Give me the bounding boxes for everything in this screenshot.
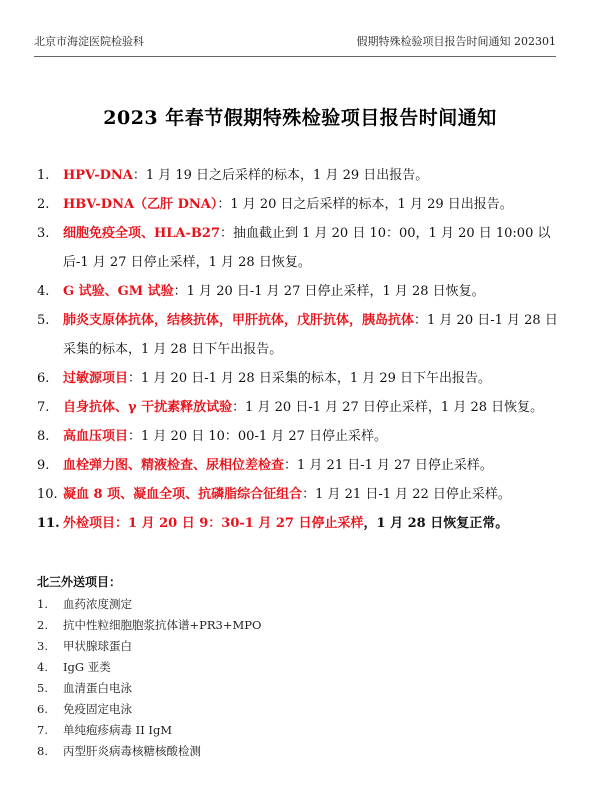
item-number: 4. [37, 284, 50, 299]
item-number: 10. [37, 487, 58, 502]
notice-item-7 [37, 393, 567, 422]
external-item-number: 3. [37, 639, 48, 653]
external-item [37, 636, 437, 657]
item-text: ：1 月 20 日-1 月 28 日采集的标本，1 月 28 日下午出报告。 [63, 313, 558, 357]
item-text: ，1 月 28 日恢复正常。 [363, 516, 509, 531]
external-item-number: 2. [37, 618, 48, 632]
item-number: 2. [37, 197, 50, 212]
external-item-number: 8. [37, 744, 48, 758]
notice-item-1 [37, 161, 567, 190]
item-text: ：1 月 20 日 10：00-1 月 27 日停止采样。 [128, 429, 388, 444]
item-text: ：1 月 21 日-1 月 22 日停止采样。 [302, 487, 511, 502]
external-item [37, 741, 437, 762]
notice-item-6 [37, 364, 567, 393]
external-item [37, 615, 437, 636]
item-number: 6. [37, 371, 50, 386]
external-item-number: 6. [37, 702, 48, 716]
item-highlight: 外检项目：1 月 20 日 9：30-1 月 27 日停止采样 [63, 516, 364, 531]
page-title: 2023 年春节假期特殊检验项目报告时间通知 [103, 107, 497, 129]
notice-item-5 [37, 306, 567, 364]
external-item-text: 甲状腺球蛋白 [63, 639, 132, 653]
notice-list [37, 161, 567, 538]
external-item [37, 657, 437, 678]
item-highlight: 过敏源项目 [63, 371, 129, 386]
external-item-number: 5. [37, 681, 48, 695]
external-item [37, 699, 437, 720]
notice-item-10 [37, 480, 567, 509]
external-item [37, 720, 437, 741]
item-text: ：1 月 21 日-1 月 27 日停止采样。 [284, 458, 493, 473]
external-item-number: 4. [37, 660, 48, 674]
external-item [37, 678, 437, 699]
item-highlight: HPV-DNA [63, 168, 133, 183]
item-highlight: 高血压项目 [63, 429, 129, 444]
item-text: ：1 月 19 日之后采样的标本，1 月 29 日出报告。 [132, 168, 429, 183]
item-number: 1. [37, 168, 50, 183]
external-item-text: 免疫固定电泳 [63, 702, 132, 716]
item-text: ：1 月 20 日之后采样的标本，1 月 29 日出报告。 [217, 197, 513, 212]
item-number: 7. [37, 400, 50, 415]
notice-item-11 [37, 509, 567, 538]
item-number: 11. [37, 516, 60, 531]
item-number: 9. [37, 458, 50, 473]
external-item [37, 594, 437, 615]
item-highlight: 血栓弹力图、精液检查、尿相位差检查 [63, 458, 285, 473]
item-text: ：抽血截止到 1 月 20 日 10：00，1 月 20 日 10:00 以后-1 月 27 日停止采样，1 月 28 日恢复。 [63, 226, 551, 270]
external-item-text: 单纯疱疹病毒 II IgM [63, 723, 173, 737]
item-highlight: HBV-DNA（乙肝 DNA） [63, 197, 218, 212]
header-document-title: 假期特殊检验项目报告时间通知 202301 [356, 35, 556, 48]
item-number: 8. [37, 429, 50, 444]
external-item-number: 7. [37, 723, 48, 737]
item-text: ：1 月 20 日-1 月 27 日停止采样，1 月 28 日恢复。 [232, 400, 544, 415]
notice-item-2 [37, 190, 567, 219]
item-text: ：1 月 20 日-1 月 28 日采集的标本，1 月 29 日下午出报告。 [128, 371, 492, 386]
item-highlight: 肺炎支原体抗体，结核抗体，甲肝抗体，戊肝抗体，胰岛抗体 [63, 313, 415, 328]
notice-item-8 [37, 422, 567, 451]
notice-item-3 [37, 219, 567, 277]
item-number: 3. [37, 226, 50, 241]
item-highlight: 自身抗体、γ 干扰素释放试验 [63, 400, 233, 415]
external-item-text: IgG 亚类 [63, 660, 111, 674]
header-department: 北京市海淀医院检验科 [34, 35, 144, 48]
external-item-text: 丙型肝炎病毒核糖核酸检测 [63, 744, 201, 758]
external-section-title: 北三外送项目： [37, 575, 122, 589]
external-list [37, 594, 437, 762]
external-item-text: 血药浓度测定 [63, 597, 132, 611]
item-highlight: 细胞免疫全项、HLA-B27 [63, 226, 220, 241]
item-number: 5. [37, 313, 50, 328]
external-item-text: 血清蛋白电泳 [63, 681, 132, 695]
page-header [34, 32, 556, 57]
item-highlight: G 试验、GM 试验 [63, 284, 174, 299]
external-item-number: 1. [37, 597, 48, 611]
item-highlight: 凝血 8 项、凝血全项、抗磷脂综合征组合 [63, 487, 303, 502]
notice-item-9 [37, 451, 567, 480]
notice-item-4 [37, 277, 567, 306]
external-item-text: 抗中性粒细胞胞浆抗体谱+PR3+MPO [63, 618, 262, 632]
item-text: ：1 月 20 日-1 月 27 日停止采样，1 月 28 日恢复。 [173, 284, 485, 299]
